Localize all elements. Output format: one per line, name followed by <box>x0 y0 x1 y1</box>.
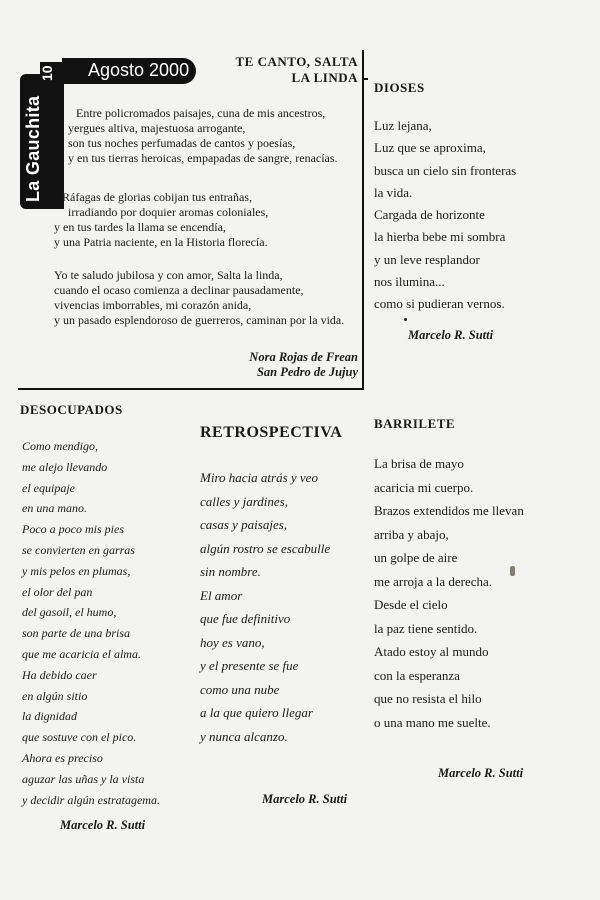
poem-line: el equipaje <box>22 480 75 495</box>
masthead-side-bar <box>20 74 64 209</box>
poem-line: la paz tiene sentido. <box>374 620 478 636</box>
poem-line: la dignidad <box>22 709 78 724</box>
poem-line: yergues altiva, majestuosa arrogante, <box>68 121 246 135</box>
poem-line: Desde el cielo <box>374 597 448 612</box>
poem3-body <box>22 436 160 810</box>
masthead-date: Agosto 2000 <box>88 60 190 80</box>
poem-line: se convierten en garras <box>22 542 135 557</box>
poem-line: del gasoil, el humo, <box>22 605 117 620</box>
poem-line: Miro hacia atrás y veo <box>200 470 318 485</box>
poem-line: como si pudieran vernos. <box>374 296 505 312</box>
poem1-author <box>200 350 358 380</box>
poem4-title: RETROSPECTIVA <box>200 424 343 441</box>
poem1-title <box>226 54 358 86</box>
poem4-author: Marcelo R. Sutti <box>262 792 348 806</box>
poem-line: en una mano. <box>22 501 87 516</box>
poem-line: Cargada de horizonte <box>374 207 485 223</box>
poem-line: me alejo llevando <box>22 459 108 474</box>
poem-line: que fue definitivo <box>200 611 291 626</box>
poem-line: algún rostro se escabulle <box>200 540 331 556</box>
poem-line: y una Patria naciente, en la Historia florecía. <box>54 235 268 249</box>
poem5-author: Marcelo R. Sutti <box>438 766 524 780</box>
poem-line: y un leve resplandor <box>374 251 480 267</box>
poem-line: y en tus tardes la llama se encendía, <box>54 220 226 234</box>
poem-line: calles y jardines, <box>200 493 288 509</box>
frame-rule-vertical <box>362 50 364 390</box>
poem-line: un golpe de aire <box>374 550 458 565</box>
poem5-title: BARRILETE <box>374 416 456 431</box>
poem-line: y mis pelos en plumas, <box>22 563 131 578</box>
poem-line: arriba y abajo, <box>374 526 449 542</box>
poem2-author: Marcelo R. Sutti <box>408 328 494 342</box>
poem-line: y un pasado esplendoroso de guerreros, caminan por la vida. <box>54 313 345 327</box>
poem-line: son tus noches perfumadas de cantos y poesías, <box>68 136 296 150</box>
poem-line: la hierba bebe mi sombra <box>374 229 506 245</box>
poem-line: nos ilumina... <box>374 274 445 290</box>
poem-line: sin nombre. <box>200 564 261 579</box>
poem1-body <box>54 190 269 250</box>
poem-line: Poco a poco mis pies <box>22 522 124 537</box>
masthead-name: La Gauchita <box>23 95 43 202</box>
poem-line: me arroja a la derecha. <box>374 573 493 589</box>
ink-dot <box>404 318 407 321</box>
poem3-author: Marcelo R. Sutti <box>60 818 146 832</box>
poem1-stanza <box>54 190 269 250</box>
poem-line: aguzar las uñas y la vista <box>22 771 145 786</box>
poem-line: a la que quiero llegar <box>200 705 313 720</box>
poem-line: vivencias imborrables, mi corazón anida, <box>54 298 252 312</box>
poem-line: Yo te saludo jubilosa y con amor, Salta la linda, <box>54 268 283 282</box>
frame-rule-tick <box>362 78 368 80</box>
poem-line: que no resista el hilo <box>374 691 482 706</box>
poem-line: o una mano me suelte. <box>374 714 491 730</box>
poem-line: Entre policromados paisajes, cuna de mis ancestros, <box>76 106 326 120</box>
poem-line: que me acaricia el alma. <box>22 646 141 661</box>
masthead-number: 10 <box>39 65 55 81</box>
poem-line: Luz que se aproxima, <box>374 140 486 156</box>
poem5-body <box>374 452 524 734</box>
author-name: Nora Rojas de Frean <box>249 350 358 364</box>
poem-line: acaricia mi cuerpo. <box>374 479 474 495</box>
poem-line: con la esperanza <box>374 667 460 683</box>
poem-line: la vida. <box>374 184 413 200</box>
poem2-body <box>374 115 516 316</box>
poem-line: y nunca alcanzo. <box>200 728 288 744</box>
poem-line: El amor <box>200 587 243 603</box>
poem-line: Brazos extendidos me llevan <box>374 503 524 518</box>
poem1-stanza <box>62 106 338 166</box>
poem-line: el olor del pan <box>22 584 93 599</box>
poem1-stanza <box>54 268 344 328</box>
poem-line: casas y paisajes, <box>200 517 288 532</box>
author-place: San Pedro de Jujuy <box>256 365 358 379</box>
poem1-title-line: LA LINDA <box>291 70 358 85</box>
poem-line: Como mendigo, <box>22 439 98 453</box>
poem-line: y decidir algún estratagema. <box>22 792 160 807</box>
poem1-body <box>62 106 338 166</box>
poem-line: Luz lejana, <box>374 118 432 133</box>
poem-line: y el presente se fue <box>200 658 299 673</box>
poem-line: en algún sitio <box>22 688 88 703</box>
poem1-title-line: TE CANTO, SALTA <box>235 54 358 69</box>
poem-line: y en tus tierras heroicas, empapadas de sangre, renacías. <box>68 151 338 165</box>
poem-line: cuando el ocaso comienza a declinar pausadamente, <box>54 283 304 297</box>
poem-line: Ráfagas de glorias cobijan tus entrañas, <box>62 190 252 204</box>
poem-line: irradiando por doquier aromas coloniales, <box>68 205 269 219</box>
poem-line: Atado estoy al mundo <box>374 644 489 659</box>
poem-line: La brisa de mayo <box>374 456 464 471</box>
poem-line: como una nube <box>200 681 280 697</box>
poem-line: que sostuve con el pico. <box>22 730 137 745</box>
poem2-title: DIOSES <box>374 80 425 95</box>
poem3-title: DESOCUPADOS <box>20 402 123 417</box>
paper-stain <box>510 566 515 576</box>
poem-line: busca un cielo sin fronteras <box>374 162 517 178</box>
frame-rule-horizontal <box>18 388 364 390</box>
poem-line: Ha debido caer <box>22 667 97 682</box>
poem-line: Ahora es preciso <box>22 750 103 765</box>
poem-line: hoy es vano, <box>200 634 265 650</box>
poem1-body <box>54 268 344 328</box>
poem-line: son parte de una brisa <box>22 626 130 641</box>
poem4-body <box>200 466 330 748</box>
